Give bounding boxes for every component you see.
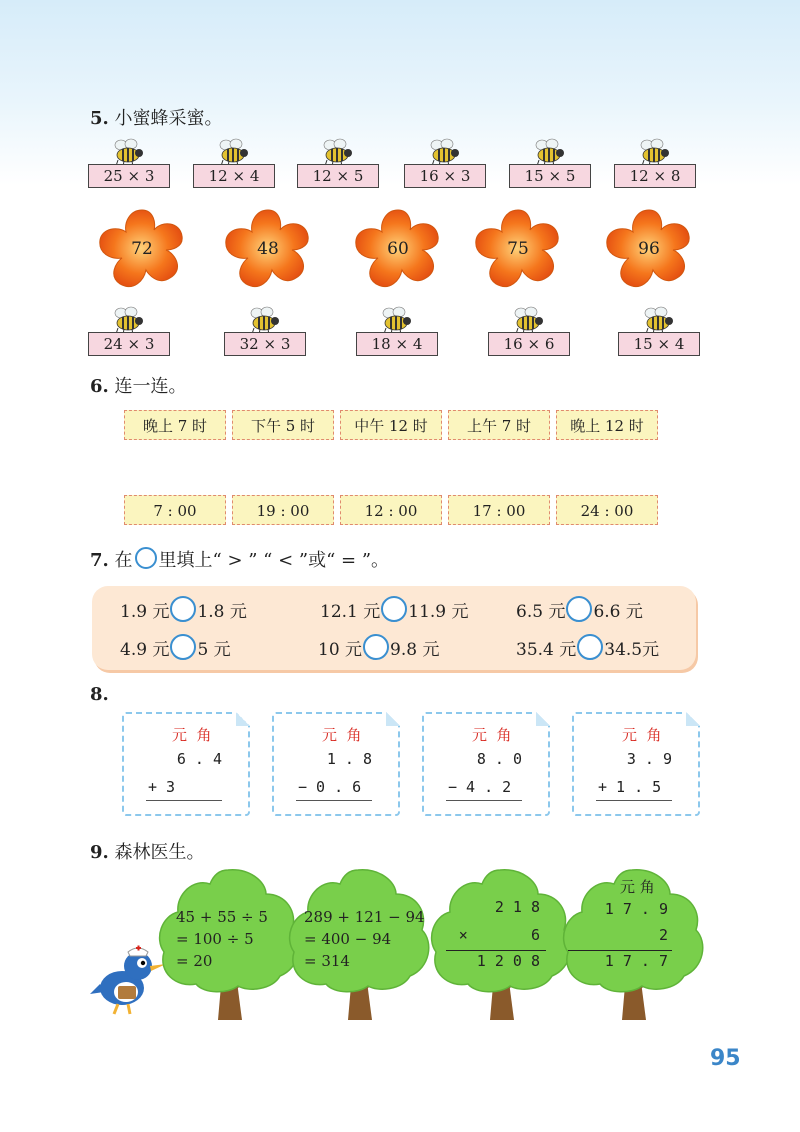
bee-expression-card: 18 × 4 [356, 332, 438, 356]
comparison-item [120, 596, 247, 622]
time-box[interactable]: 下午 5 时 [232, 410, 334, 440]
flower [472, 206, 564, 292]
page-fold-icon [536, 712, 550, 726]
time-box[interactable]: 晚上 12 时 [556, 410, 658, 440]
bee-expression-card: 15 × 5 [509, 164, 591, 188]
tree-icon [430, 864, 572, 1028]
calc-line [596, 800, 672, 801]
tree-calc-line: = 400 − 94 [304, 930, 392, 948]
unit-header: 元 角 [620, 878, 655, 896]
right-amount: 11.9 元 [408, 601, 469, 622]
right-amount: 9.8 元 [390, 639, 440, 660]
calc-line [446, 950, 546, 951]
unit-header: 元 角 [172, 726, 212, 744]
answer-circle[interactable] [170, 596, 196, 622]
flower [352, 206, 444, 292]
right-amount: 1.8 元 [197, 601, 247, 622]
answer-circle[interactable] [170, 634, 196, 660]
flower [96, 206, 188, 292]
question-8-title [90, 684, 109, 705]
tree-calc-line: = 314 [304, 952, 350, 970]
flower-value: 75 [507, 239, 529, 259]
calc-card [422, 712, 550, 816]
question-8-number: 8. [90, 684, 109, 705]
calc-top: 8 . 0 [476, 750, 522, 768]
left-amount: 12.1 元 [320, 601, 381, 622]
left-amount: 35.4 元 [516, 639, 577, 660]
bee-expression-card: 24 × 3 [88, 332, 170, 356]
comparison-item [318, 634, 440, 660]
unit-header: 元 角 [622, 726, 662, 744]
time-box[interactable]: 17 : 00 [448, 495, 550, 525]
left-amount: 4.9 元 [120, 639, 170, 660]
tree-calc-line: × 6 [458, 926, 540, 944]
time-box[interactable]: 24 : 00 [556, 495, 658, 525]
comparison-item [516, 596, 643, 622]
calc-line [296, 800, 372, 801]
page-fold-icon [686, 712, 700, 726]
time-box[interactable]: 晚上 7 时 [124, 410, 226, 440]
page-number: 95 [710, 1046, 741, 1071]
right-amount: 34.5元 [604, 639, 660, 660]
question-7-text-before: 在 [114, 550, 133, 571]
calc-bottom: + 1 . 5 [598, 778, 662, 796]
comparison-item [120, 634, 231, 660]
time-box[interactable]: 19 : 00 [232, 495, 334, 525]
answer-circle[interactable] [363, 634, 389, 660]
flower-value: 96 [638, 239, 660, 259]
tree-calc-line: 45 + 55 ÷ 5 [176, 908, 268, 926]
left-amount: 10 元 [318, 639, 363, 660]
page-fold-icon [236, 712, 250, 726]
flower-value: 60 [387, 239, 409, 259]
tree-calc-line: 1 2 0 8 [476, 952, 540, 970]
tree-calc-line: 289 + 121 − 94 [304, 908, 425, 926]
question-7-title [90, 546, 389, 572]
tree-calc-line: 2 1 8 [494, 898, 540, 916]
bee-expression-card: 15 × 4 [618, 332, 700, 356]
bee-expression-card: 12 × 8 [614, 164, 696, 188]
calc-line [568, 950, 672, 951]
question-9-title [90, 838, 205, 864]
answer-circle[interactable] [566, 596, 592, 622]
time-box[interactable]: 7 : 00 [124, 495, 226, 525]
left-amount: 6.5 元 [516, 601, 566, 622]
calc-line [146, 800, 222, 801]
answer-circle[interactable] [577, 634, 603, 660]
unit-header: 元 角 [322, 726, 362, 744]
bee-expression-card: 32 × 3 [224, 332, 306, 356]
comparison-item [516, 634, 659, 660]
blank-circle-icon [135, 547, 157, 569]
bee-expression-card: 12 × 5 [297, 164, 379, 188]
question-5-text: 小蜜蜂采蜜。 [114, 108, 223, 129]
question-5-title [90, 104, 223, 130]
unit-header: 元 角 [472, 726, 512, 744]
question-6-number: 6. [90, 376, 109, 397]
bee-expression-card: 12 × 4 [193, 164, 275, 188]
tree-calc-line: 1 7 . 9 [604, 900, 668, 918]
flower [603, 206, 695, 292]
left-amount: 1.9 元 [120, 601, 170, 622]
question-5-number: 5. [90, 108, 109, 129]
time-box[interactable]: 中午 12 时 [340, 410, 442, 440]
woodpecker-doctor-icon [88, 938, 168, 1018]
tree-calc-line: = 100 ÷ 5 [176, 930, 254, 948]
calc-card [572, 712, 700, 816]
page-fold-icon [386, 712, 400, 726]
tree-calc-line: = 20 [176, 952, 213, 970]
answer-circle[interactable] [381, 596, 407, 622]
bee-expression-card: 16 × 3 [404, 164, 486, 188]
question-9-number: 9. [90, 842, 109, 863]
calc-bottom: − 4 . 2 [448, 778, 512, 796]
tree-calc-line: 1 7 . 7 [604, 952, 668, 970]
flower [222, 206, 314, 292]
calc-card [272, 712, 400, 816]
time-box[interactable]: 12 : 00 [340, 495, 442, 525]
question-6-title [90, 372, 187, 398]
question-7-text-after: 里填上“ > ” “ < ”或“ = ”。 [158, 550, 390, 571]
bee-expression-card: 25 × 3 [88, 164, 170, 188]
calc-bottom: − 0 . 6 [298, 778, 362, 796]
right-amount: 5 元 [197, 639, 231, 660]
question-9-text: 森林医生。 [114, 842, 205, 863]
flower-value: 48 [257, 239, 279, 259]
comparison-item [320, 596, 469, 622]
calc-top: 3 . 9 [626, 750, 672, 768]
tree-calc-line: 2 [658, 926, 668, 944]
question-7-number: 7. [90, 550, 109, 571]
calc-card [122, 712, 250, 816]
bee-expression-card: 16 × 6 [488, 332, 570, 356]
calc-top: 6 . 4 [176, 750, 222, 768]
time-box[interactable]: 上午 7 时 [448, 410, 550, 440]
calc-bottom: + 3 [148, 778, 176, 796]
flower-value: 72 [131, 239, 153, 259]
right-amount: 6.6 元 [593, 601, 643, 622]
calc-top: 1 . 8 [326, 750, 372, 768]
calc-line [446, 800, 522, 801]
question-6-text: 连一连。 [114, 376, 187, 397]
